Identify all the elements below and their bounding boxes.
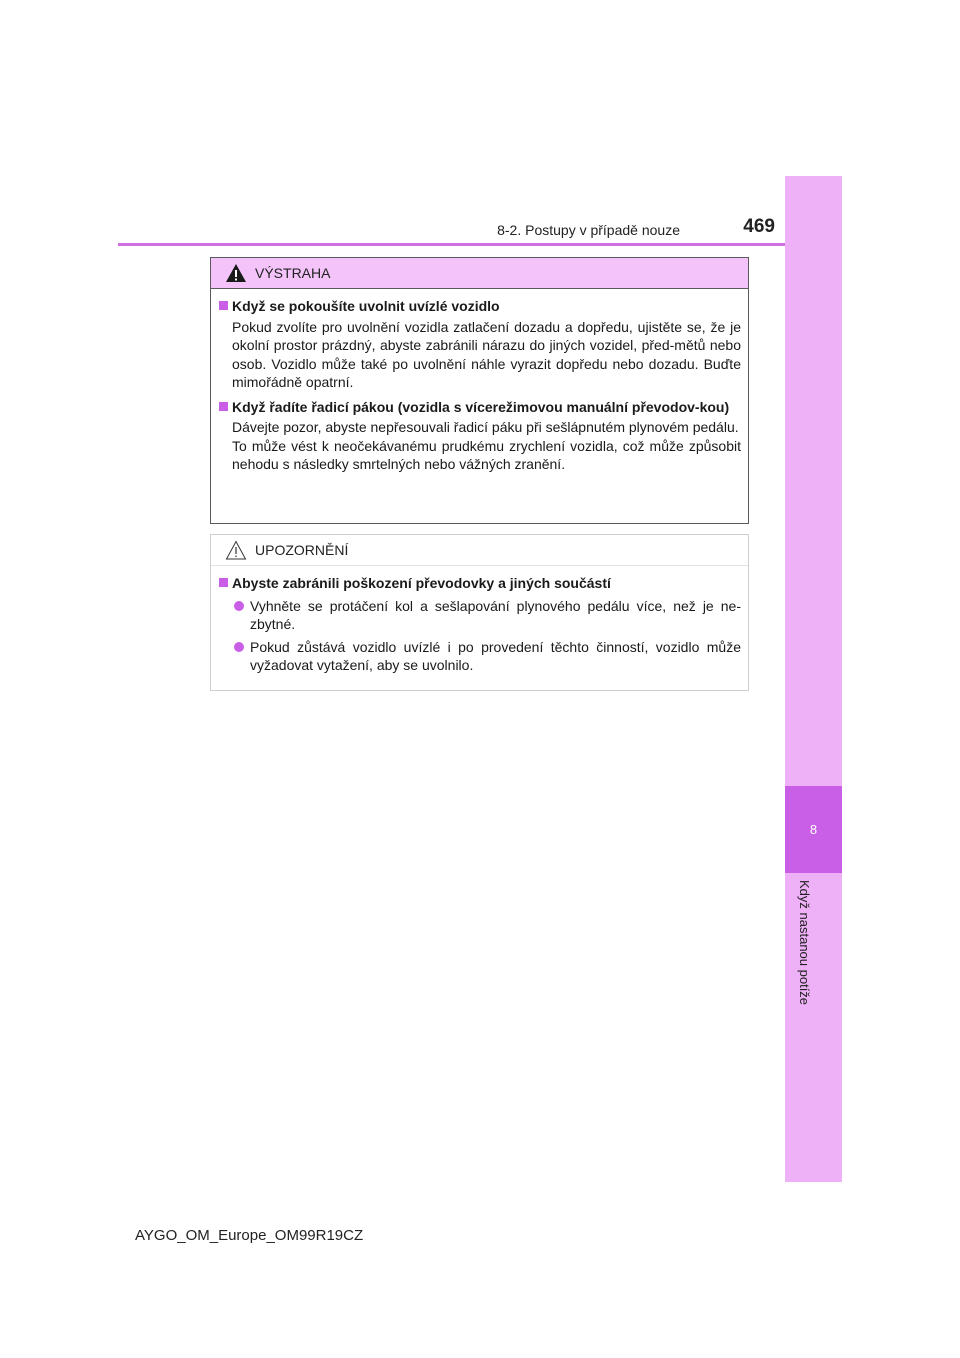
- list-item: [219, 638, 741, 675]
- document-code: AYGO_OM_Europe_OM99R19CZ: [135, 1227, 364, 1244]
- caution-icon: [225, 540, 247, 560]
- warning-item-heading: [219, 297, 741, 316]
- chapter-label: Když nastanou potíže: [797, 880, 812, 1006]
- caution-item-heading-text: Abyste zabránili poškození převodovky a jiných součástí: [232, 575, 611, 591]
- page-number: 469: [743, 216, 775, 237]
- section-title: 8-2. Postupy v případě nouze: [497, 222, 680, 238]
- warning-body: [211, 289, 748, 474]
- warning-item-heading: [219, 398, 741, 417]
- caution-header: [211, 535, 748, 566]
- warning-box: [210, 257, 749, 524]
- square-bullet-icon: [219, 578, 228, 587]
- list-item: [219, 597, 741, 634]
- warning-icon: [225, 263, 247, 283]
- caution-body: [211, 566, 748, 675]
- header-divider: [118, 243, 842, 246]
- warning-item-text: To může vést k neočekávanému prudkému zrychlení vozidla, což může způsobit nehodu s následky smrtelných nebo vážných zranění.: [232, 437, 741, 472]
- square-bullet-icon: [219, 301, 228, 310]
- caution-item-heading: [219, 574, 741, 593]
- chapter-number-tab: 8: [785, 786, 842, 873]
- square-bullet-icon: [219, 402, 228, 411]
- warning-title: VÝSTRAHA: [255, 265, 331, 281]
- caution-box: [210, 534, 749, 691]
- warning-item-text: Pokud zvolíte pro uvolnění vozidla zatlačení dozadu a dopředu, ujistěte se, že je okolní prostor prázdný, abyste zabránili nárazu do jiných vozidel, před-mětů nebo osob. Vozidlo může také po uvolnění náhle vyrazit dopředu nebo dozadu. Buďte mimořádně opatrní.: [232, 318, 741, 390]
- list-item-text: Pokud zůstává vozidlo uvízlé i po provedení těchto činností, vozidlo může vyžadovat vytažení, aby se uvolnilo.: [250, 638, 741, 673]
- warning-item-heading-text: Když řadíte řadicí pákou (vozidla s vícerežimovou manuální převodov-kou): [232, 398, 730, 415]
- warning-header: [211, 258, 748, 289]
- warning-item-heading-text: Když se pokoušíte uvolnit uvízlé vozidlo: [232, 298, 500, 314]
- caution-title: UPOZORNĚNÍ: [255, 542, 349, 558]
- round-bullet-icon: [234, 601, 244, 611]
- warning-item-text: Dávejte pozor, abyste nepřesouvali řadicí páku při sešlápnutém plynovém pedálu.: [232, 419, 739, 435]
- list-item-text: Vyhněte se protáčení kol a sešlapování plynového pedálu více, než je ne-zbytné.: [250, 597, 741, 632]
- round-bullet-icon: [234, 642, 244, 652]
